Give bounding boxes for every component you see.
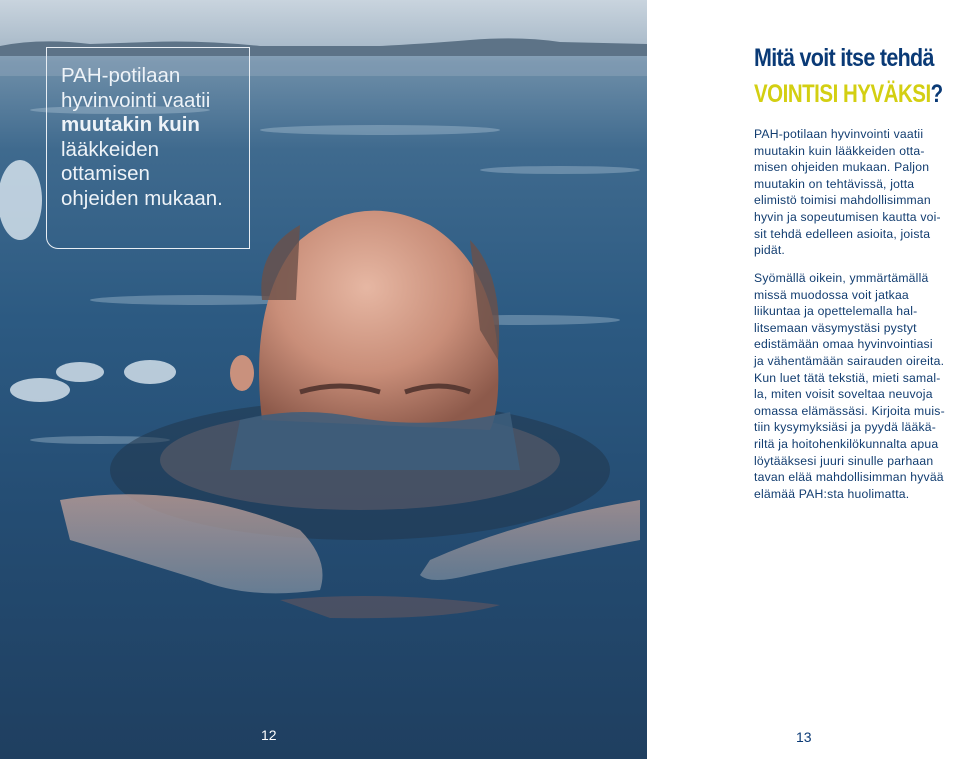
quote-line-6: ohjeiden mukaan. <box>61 186 223 210</box>
paragraph-2-line: la, miten voisit soveltaa neuvoja <box>754 387 933 402</box>
paragraph-2-line: tiin kysymyksiäsi ja pyydä lääkä- <box>754 420 937 435</box>
quote-box <box>46 47 250 249</box>
paragraph-1-line: muutakin kuin lääkkeiden otta- <box>754 143 925 158</box>
paragraph-2-line: riltä ja hoitohenkilökunnalta apua <box>754 436 939 451</box>
quote-line-1: PAH-potilaan <box>61 64 181 87</box>
paragraph-1-line: muutakin on tehtävissä, jotta <box>754 176 915 191</box>
paragraph-2-line: litsemaan väsymystäsi pystyt <box>754 320 917 335</box>
heading-line-2 <box>754 80 943 109</box>
quote-line-2: hyvinvointi vaatii <box>61 88 211 112</box>
paragraph-1-line: PAH-potilaan hyvinvointi vaatii <box>754 127 924 141</box>
paragraph-1-line: pidät. <box>754 243 786 258</box>
right-page-text <box>647 0 960 759</box>
paragraph-1-line: sit tehdä edelleen asioita, joista <box>754 226 931 241</box>
paragraph-2-line: liikuntaa ja opettelemalla hal- <box>754 304 918 319</box>
quote-line-4: lääkkeiden <box>61 137 160 161</box>
paragraph-2-line: tavan elää mahdollisimman hyvää <box>754 470 944 485</box>
paragraph-1-line: misen ohjeiden mukaan. Paljon <box>754 160 930 175</box>
paragraph-2-line: Syömällä oikein, ymmärtämällä <box>754 271 929 285</box>
quote-line-5: ottamisen <box>61 162 150 185</box>
heading-line-2-text: VOINTISI HYVÄKSI <box>754 80 931 108</box>
paragraph-1-line: elimistö toimisi mahdollisimman <box>754 193 931 208</box>
paragraph-2-line: löytääksesi juuri sinulle parhaan <box>754 453 934 468</box>
heading-line-1: Mitä voit itse tehdä <box>754 44 934 72</box>
paragraph-1 <box>754 126 960 259</box>
paragraph-2-line: ja vähentämään sairauden oireita. <box>754 353 945 368</box>
page-number-right: 13 <box>796 729 812 745</box>
page-number-left: 12 <box>261 727 277 743</box>
quote-bold: muutakin kuin <box>61 113 200 136</box>
paragraph-2-line: Kun luet tätä tekstiä, mieti samal- <box>754 370 941 385</box>
paragraph-2-line: missä muodossa voit jatkaa <box>754 287 909 302</box>
paragraph-2-line: elämää PAH:sta huolimatta. <box>754 486 910 501</box>
paragraph-2-line: edistämään omaa hyvinvointiasi <box>754 337 933 352</box>
paragraph-2 <box>754 270 960 502</box>
paragraph-2-line: omassa elämässäsi. Kirjoita muis- <box>754 403 945 418</box>
heading-question-mark: ? <box>930 80 943 108</box>
paragraph-1-line: hyvin ja sopeutumisen kautta voi- <box>754 209 941 224</box>
